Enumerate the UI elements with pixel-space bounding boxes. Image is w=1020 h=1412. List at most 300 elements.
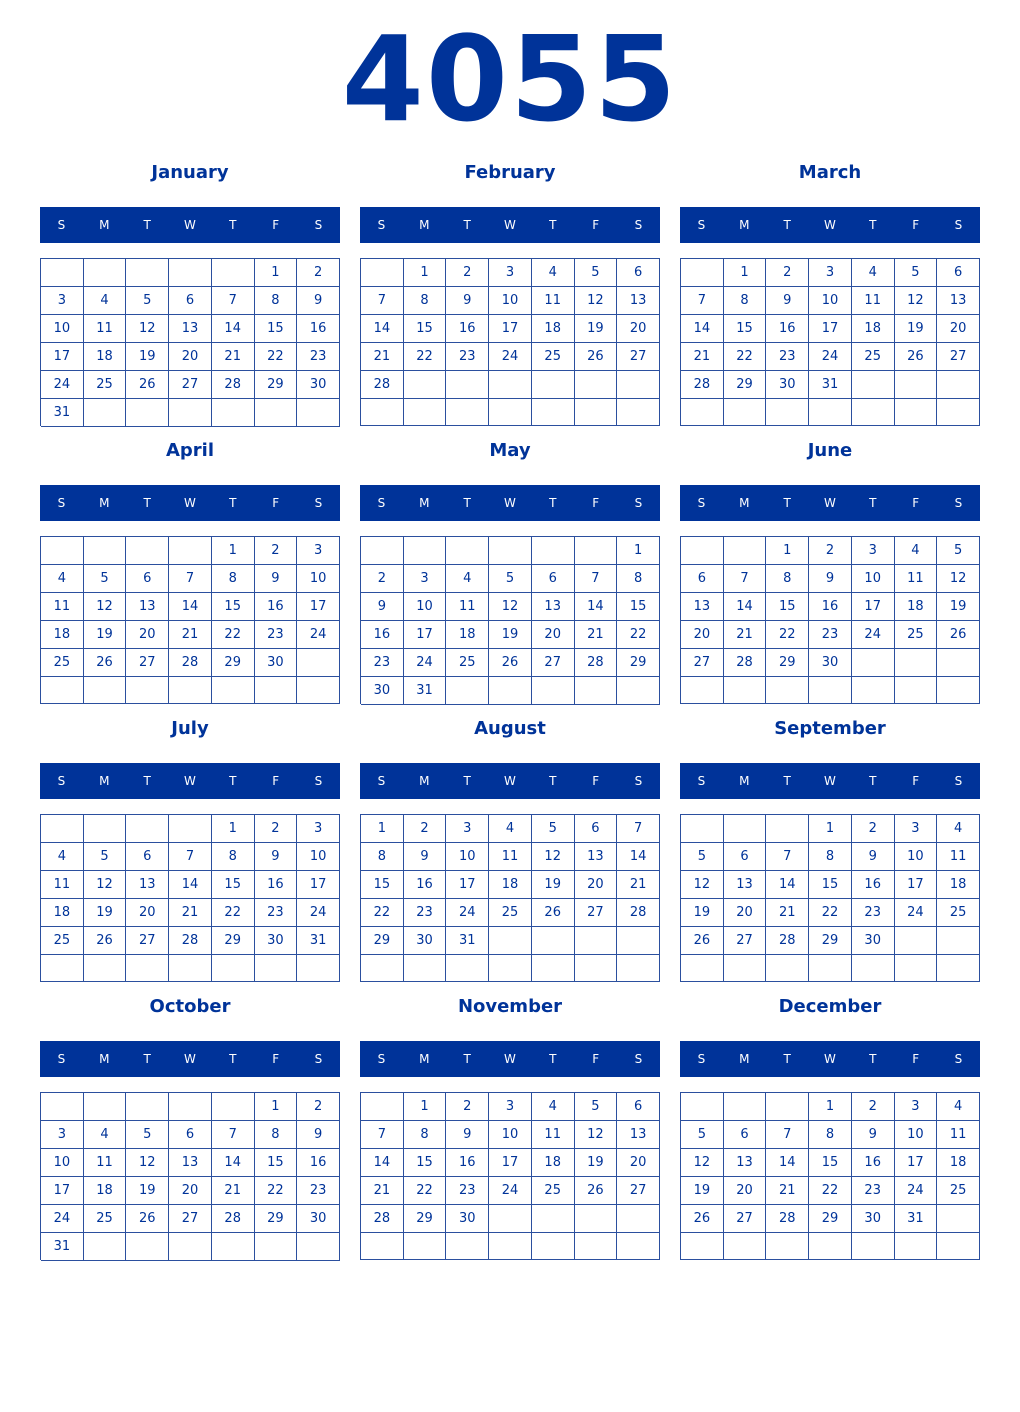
day-cell: 6 [617,1093,660,1121]
empty-cell [255,1233,298,1261]
day-cell: 20 [532,621,575,649]
day-cell: 27 [681,649,724,677]
empty-cell [169,1093,212,1121]
day-cell: 5 [126,287,169,315]
weekday-label: W [184,218,196,232]
empty-cell [724,955,767,982]
weekday-label: W [504,218,516,232]
empty-cell [41,815,84,843]
day-cell: 22 [404,1177,447,1205]
empty-cell [766,677,809,704]
day-cell: 21 [617,871,660,899]
weekday-label: S [697,496,706,510]
empty-cell [489,371,532,399]
day-cell: 27 [575,899,618,927]
day-cell: 16 [446,315,489,343]
day-cell: 19 [84,621,127,649]
empty-cell [766,1233,809,1260]
day-cell: 16 [255,593,298,621]
day-cell: 16 [297,315,340,343]
day-cell: 5 [84,565,127,593]
day-cell: 4 [489,815,532,843]
weekday-label: F [272,1052,280,1066]
day-cell: 11 [41,593,84,621]
day-cell: 19 [126,1177,169,1205]
weekday-label: T [783,218,791,232]
weekday-label: M [99,1052,110,1066]
days-grid [40,536,340,704]
empty-cell [255,677,298,704]
day-cell: 18 [937,1149,980,1177]
empty-cell [852,399,895,426]
day-cell: 26 [84,927,127,955]
day-cell: 25 [446,649,489,677]
day-cell: 14 [169,593,212,621]
day-cell: 7 [169,843,212,871]
day-cell: 29 [361,927,404,955]
weekday-header [40,1041,340,1077]
day-cell: 17 [895,1149,938,1177]
day-cell: 24 [297,899,340,927]
empty-cell [169,259,212,287]
day-cell: 15 [724,315,767,343]
day-cell: 20 [169,343,212,371]
empty-cell [361,259,404,287]
day-cell: 15 [212,593,255,621]
day-cell: 10 [895,1121,938,1149]
day-cell: 25 [895,621,938,649]
empty-cell [126,677,169,704]
days-grid [40,814,340,982]
month-name: October [149,996,231,1017]
weekday-label: S [697,1052,706,1066]
empty-cell [724,815,767,843]
days-grid [680,1092,980,1260]
weekday-label: T [549,496,557,510]
empty-cell [724,399,767,426]
empty-cell [404,1233,447,1260]
day-cell: 20 [126,621,169,649]
empty-cell [489,677,532,705]
empty-cell [766,815,809,843]
day-cell: 11 [489,843,532,871]
months-grid [40,158,980,1260]
empty-cell [766,955,809,982]
empty-cell [361,1093,404,1121]
empty-cell [575,927,618,955]
weekday-label: T [143,218,151,232]
empty-cell [297,399,340,427]
empty-cell [361,399,404,426]
month-name: August [474,718,546,739]
day-cell: 23 [446,1177,489,1205]
day-cell: 21 [361,1177,404,1205]
empty-cell [212,677,255,704]
empty-cell [681,1233,724,1260]
day-cell: 11 [84,315,127,343]
day-cell: 2 [255,537,298,565]
weekday-label: F [912,218,920,232]
day-cell: 10 [41,315,84,343]
day-cell: 7 [681,287,724,315]
empty-cell [937,371,980,399]
day-cell: 28 [724,649,767,677]
day-cell: 2 [297,259,340,287]
day-cell: 7 [361,1121,404,1149]
day-cell: 22 [724,343,767,371]
month-february [360,158,660,426]
empty-cell [724,677,767,704]
empty-cell [575,1233,618,1260]
day-cell: 19 [489,621,532,649]
day-cell: 5 [681,1121,724,1149]
empty-cell [895,955,938,982]
day-cell: 1 [404,1093,447,1121]
empty-cell [575,371,618,399]
day-cell: 29 [617,649,660,677]
day-cell: 28 [212,1205,255,1233]
weekday-label: M [99,218,110,232]
day-cell: 28 [212,371,255,399]
empty-cell [446,399,489,426]
day-cell: 9 [446,287,489,315]
empty-cell [852,1233,895,1260]
day-cell: 26 [532,899,575,927]
month-name: November [457,996,563,1017]
day-cell: 14 [361,1149,404,1177]
day-cell: 21 [212,343,255,371]
day-cell: 15 [766,593,809,621]
empty-cell [84,259,127,287]
day-cell: 28 [766,1205,809,1233]
day-cell: 25 [41,927,84,955]
month-march [680,158,980,426]
day-cell: 6 [169,1121,212,1149]
day-cell: 3 [489,259,532,287]
day-cell: 10 [895,843,938,871]
day-cell: 30 [361,677,404,705]
day-cell: 11 [446,593,489,621]
day-cell: 18 [41,621,84,649]
day-cell: 11 [937,843,980,871]
day-cell: 17 [41,343,84,371]
weekday-label: S [697,774,706,788]
empty-cell [404,399,447,426]
empty-cell [84,955,127,982]
days-grid [40,258,340,426]
empty-cell [84,537,127,565]
month-name: December [778,996,882,1017]
day-cell: 9 [852,843,895,871]
day-cell: 26 [575,343,618,371]
empty-cell [575,537,618,565]
weekday-label: F [272,496,280,510]
day-cell: 7 [766,843,809,871]
empty-cell [809,399,852,426]
empty-cell [681,955,724,982]
day-cell: 7 [169,565,212,593]
weekday-label: S [377,1052,386,1066]
day-cell: 4 [446,565,489,593]
day-cell: 1 [212,537,255,565]
day-cell: 26 [937,621,980,649]
day-cell: 23 [766,343,809,371]
day-cell: 25 [84,1205,127,1233]
day-cell: 14 [766,1149,809,1177]
day-cell: 4 [532,1093,575,1121]
day-cell: 15 [255,1149,298,1177]
weekday-label: T [229,496,237,510]
day-cell: 29 [212,927,255,955]
day-cell: 30 [852,1205,895,1233]
weekday-label: M [99,496,110,510]
empty-cell [724,537,767,565]
day-cell: 27 [126,649,169,677]
empty-cell [532,1205,575,1233]
day-cell: 13 [617,1121,660,1149]
day-cell: 8 [255,287,298,315]
empty-cell [489,1233,532,1260]
day-cell: 18 [937,871,980,899]
day-cell: 8 [255,1121,298,1149]
day-cell: 12 [532,843,575,871]
day-cell: 1 [809,815,852,843]
day-cell: 24 [809,343,852,371]
empty-cell [126,955,169,982]
days-grid [360,814,660,982]
day-cell: 22 [255,343,298,371]
empty-cell [84,399,127,427]
weekday-label: M [419,1052,430,1066]
day-cell: 4 [937,1093,980,1121]
weekday-label: M [739,774,750,788]
day-cell: 9 [809,565,852,593]
day-cell: 30 [766,371,809,399]
day-cell: 13 [937,287,980,315]
days-grid [360,536,660,704]
month-november [360,992,660,1260]
day-cell: 22 [809,899,852,927]
day-cell: 1 [404,259,447,287]
day-cell: 3 [895,1093,938,1121]
day-cell: 14 [212,1149,255,1177]
day-cell: 21 [361,343,404,371]
day-cell: 17 [809,315,852,343]
day-cell: 23 [404,899,447,927]
day-cell: 22 [255,1177,298,1205]
month-december [680,992,980,1260]
weekday-label: W [504,774,516,788]
empty-cell [895,371,938,399]
empty-cell [446,677,489,705]
day-cell: 8 [361,843,404,871]
day-cell: 29 [212,649,255,677]
day-cell: 18 [532,315,575,343]
day-cell: 7 [575,565,618,593]
empty-cell [681,259,724,287]
day-cell: 14 [617,843,660,871]
weekday-label: S [634,1052,643,1066]
day-cell: 12 [84,871,127,899]
day-cell: 27 [724,927,767,955]
day-cell: 20 [169,1177,212,1205]
month-august [360,714,660,982]
day-cell: 26 [681,1205,724,1233]
weekday-label: T [143,774,151,788]
empty-cell [681,815,724,843]
day-cell: 16 [361,621,404,649]
day-cell: 15 [809,1149,852,1177]
weekday-label: T [229,1052,237,1066]
weekday-label: S [954,774,963,788]
day-cell: 15 [809,871,852,899]
empty-cell [41,1093,84,1121]
day-cell: 15 [361,871,404,899]
day-cell: 9 [766,287,809,315]
day-cell: 27 [169,1205,212,1233]
day-cell: 3 [297,537,340,565]
day-cell: 23 [361,649,404,677]
day-cell: 27 [169,371,212,399]
empty-cell [212,955,255,982]
day-cell: 7 [766,1121,809,1149]
empty-cell [681,1093,724,1121]
weekday-label: T [869,1052,877,1066]
day-cell: 13 [126,871,169,899]
day-cell: 8 [404,1121,447,1149]
empty-cell [41,677,84,704]
day-cell: 29 [766,649,809,677]
empty-cell [617,371,660,399]
day-cell: 17 [852,593,895,621]
day-cell: 8 [809,1121,852,1149]
day-cell: 3 [895,815,938,843]
empty-cell [212,1233,255,1261]
weekday-header [680,485,980,521]
day-cell: 5 [575,259,618,287]
day-cell: 25 [41,649,84,677]
day-cell: 19 [895,315,938,343]
weekday-label: T [783,1052,791,1066]
day-cell: 9 [255,843,298,871]
weekday-label: T [463,774,471,788]
empty-cell [169,815,212,843]
day-cell: 3 [852,537,895,565]
day-cell: 23 [297,343,340,371]
empty-cell [126,1233,169,1261]
day-cell: 1 [255,1093,298,1121]
empty-cell [41,259,84,287]
day-cell: 31 [404,677,447,705]
day-cell: 11 [84,1149,127,1177]
day-cell: 31 [41,399,84,427]
day-cell: 11 [937,1121,980,1149]
day-cell: 14 [212,315,255,343]
day-cell: 16 [297,1149,340,1177]
empty-cell [809,1233,852,1260]
days-grid [680,814,980,982]
weekday-label: M [99,774,110,788]
day-cell: 18 [446,621,489,649]
day-cell: 27 [937,343,980,371]
weekday-label: W [184,1052,196,1066]
day-cell: 5 [937,537,980,565]
days-grid [680,258,980,426]
month-september [680,714,980,982]
weekday-label: T [869,218,877,232]
month-name: July [171,718,209,739]
empty-cell [532,537,575,565]
day-cell: 21 [169,621,212,649]
day-cell: 13 [681,593,724,621]
day-cell: 29 [809,1205,852,1233]
empty-cell [446,537,489,565]
day-cell: 11 [895,565,938,593]
day-cell: 25 [937,899,980,927]
day-cell: 25 [532,1177,575,1205]
weekday-label: T [869,496,877,510]
month-july [40,714,340,982]
month-june [680,436,980,704]
day-cell: 13 [575,843,618,871]
day-cell: 29 [255,1205,298,1233]
day-cell: 11 [852,287,895,315]
day-cell: 4 [41,565,84,593]
day-cell: 6 [126,843,169,871]
day-cell: 17 [446,871,489,899]
weekday-header [680,1041,980,1077]
weekday-label: S [314,774,323,788]
weekday-label: S [57,496,66,510]
empty-cell [532,955,575,982]
empty-cell [297,677,340,704]
empty-cell [532,677,575,705]
day-cell: 19 [681,899,724,927]
empty-cell [169,955,212,982]
day-cell: 24 [489,343,532,371]
weekday-label: T [143,496,151,510]
day-cell: 31 [809,371,852,399]
weekday-header [40,763,340,799]
empty-cell [852,955,895,982]
day-cell: 18 [41,899,84,927]
day-cell: 22 [212,621,255,649]
day-cell: 10 [404,593,447,621]
weekday-header [680,207,980,243]
month-name: September [774,718,886,739]
day-cell: 25 [532,343,575,371]
day-cell: 2 [446,259,489,287]
day-cell: 13 [169,1149,212,1177]
day-cell: 16 [404,871,447,899]
day-cell: 29 [404,1205,447,1233]
empty-cell [169,537,212,565]
day-cell: 13 [617,287,660,315]
day-cell: 20 [617,315,660,343]
day-cell: 9 [255,565,298,593]
empty-cell [937,649,980,677]
weekday-header [360,207,660,243]
day-cell: 20 [681,621,724,649]
weekday-label: S [634,774,643,788]
day-cell: 16 [809,593,852,621]
empty-cell [255,399,298,427]
empty-cell [766,399,809,426]
days-grid [40,1092,340,1260]
weekday-label: F [592,1052,600,1066]
day-cell: 17 [404,621,447,649]
day-cell: 18 [895,593,938,621]
